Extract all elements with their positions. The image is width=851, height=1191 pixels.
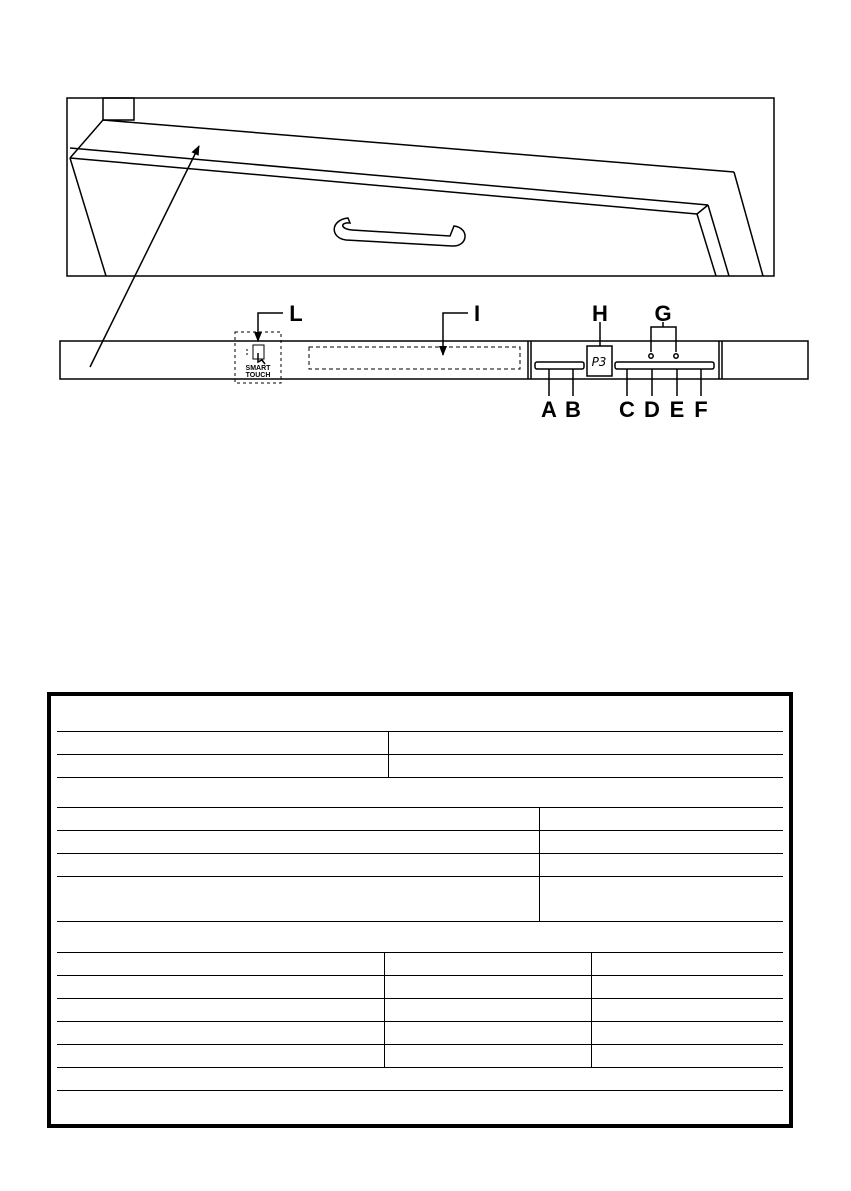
led-indicator: [649, 354, 653, 358]
table-cell: [57, 877, 540, 921]
table-cell: [389, 755, 783, 777]
callout-C: C: [619, 397, 635, 422]
table-row: [57, 999, 783, 1022]
callout-B: B: [565, 397, 581, 422]
table-row: [57, 1045, 783, 1068]
table-cell: [540, 831, 783, 853]
table-cell: [592, 999, 783, 1021]
table-cell: [592, 953, 783, 975]
table-cell: [540, 854, 783, 876]
table-cell: [592, 976, 783, 998]
table-section-cell: [57, 778, 783, 807]
button-strip-ab: [535, 362, 584, 369]
callout-G: G: [654, 301, 672, 326]
table-cell: [540, 877, 783, 921]
table-cell: [57, 976, 385, 998]
table-row: [57, 1022, 783, 1045]
table-cell: [592, 1022, 783, 1044]
smart-touch-label-2: TOUCH: [245, 372, 271, 379]
table-cell: [385, 999, 592, 1021]
table-cell: [57, 831, 540, 853]
table-cell: [57, 755, 389, 777]
callout-A: A: [541, 397, 557, 422]
callout-I: I: [473, 301, 481, 326]
smart-touch-icon: [247, 345, 265, 364]
table-row: [57, 808, 783, 831]
table-footer-cell: [57, 1068, 783, 1090]
led-indicator: [674, 354, 678, 358]
table-cell: [57, 854, 540, 876]
table-footer-cell: [57, 1091, 783, 1118]
callout-L: L: [289, 301, 303, 326]
door-illustration: [67, 98, 774, 276]
table-row: [57, 877, 783, 922]
button-strip-cf: [615, 362, 714, 369]
table-row: [57, 953, 783, 976]
dishwasher-diagram: [0, 0, 851, 430]
table-cell: [57, 1022, 385, 1044]
table-cell: [57, 732, 389, 754]
table-cell: [385, 953, 592, 975]
door-edge-arrow: [90, 146, 199, 367]
table-row: [57, 755, 783, 778]
table-footer-row: [57, 1091, 783, 1118]
table-cell: [592, 1045, 783, 1067]
table-section-cell: [57, 922, 783, 952]
specification-table: [47, 692, 793, 1128]
table-cell: [57, 953, 385, 975]
smart-touch-label-1: SMART: [245, 365, 271, 372]
table-cell: [540, 808, 783, 830]
door-corner-block: [103, 98, 134, 120]
callout-F: F: [694, 397, 708, 422]
door-handle: [334, 218, 465, 246]
panel-outline: [60, 341, 808, 379]
table-row: [57, 831, 783, 854]
table-cell: [389, 732, 783, 754]
callout-D: D: [644, 397, 660, 422]
display-text: P3: [591, 355, 607, 369]
table-footer-row: [57, 1068, 783, 1091]
callout-H: H: [592, 301, 608, 326]
table-cell: [57, 1045, 385, 1067]
table-cell: [385, 1022, 592, 1044]
control-panel: [60, 332, 808, 383]
table-row: [57, 732, 783, 755]
table-row: [57, 976, 783, 999]
table-cell: [385, 976, 592, 998]
table-cell: [57, 999, 385, 1021]
table-row: [57, 854, 783, 877]
info-display-area: [309, 347, 520, 369]
table-section-title: [57, 778, 783, 808]
table-header-cell: [57, 702, 783, 731]
table-cell: [57, 808, 540, 830]
table-cell: [385, 1045, 592, 1067]
illustration-frame: [67, 98, 774, 276]
table-header-row: [57, 702, 783, 732]
table-section-title: [57, 922, 783, 953]
callout-E: E: [669, 397, 685, 422]
